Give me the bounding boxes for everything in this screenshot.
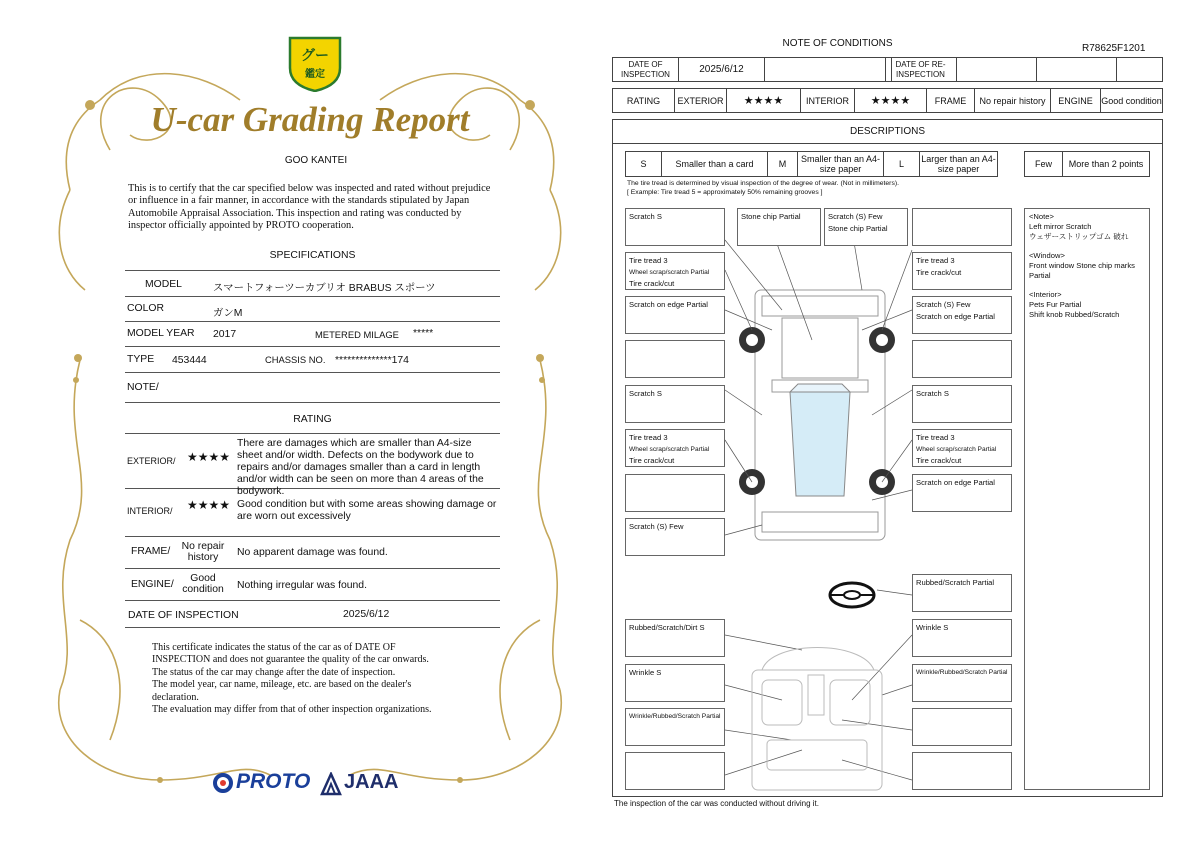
date-row (125, 601, 500, 628)
few-legend (1024, 151, 1150, 177)
note-heading: <Note> (1029, 212, 1054, 221)
label-box: Wrinkle/Rubbed/Scratch Partial (625, 708, 725, 746)
exterior-stars: ★★★★ (187, 450, 231, 464)
date-blank (1037, 58, 1117, 81)
goo-kantei-badge-icon (288, 32, 342, 92)
date-insp-label: DATE OF INSPECTION (613, 58, 679, 81)
type-label: TYPE (127, 354, 155, 365)
conditions-footer: The inspection of the car was conducted without driving it. (614, 799, 819, 808)
reference-number: R78625F1201 (1082, 43, 1146, 54)
footer-line: INSPECTION and does not guarantee the quality of the car onwards. (152, 654, 429, 666)
color-label: COLOR (127, 303, 164, 314)
date-table (612, 57, 1163, 82)
label-box: Tire tread 3 Wheel scrap/scratch Partial Tire crack/cut (625, 252, 725, 290)
rating-label: RATING (613, 89, 675, 112)
note-row (125, 373, 500, 403)
engine-label: ENGINE (1051, 89, 1101, 112)
interior-text: Good condition but with some areas showing damage or are worn out excessively (237, 499, 497, 522)
interior-heading: <Interior> (1029, 290, 1062, 299)
label-box (912, 208, 1012, 246)
label-box (625, 474, 725, 512)
date-blank (957, 58, 1037, 81)
label-box: Scratch S (912, 385, 1012, 423)
frame-label: FRAME/ (131, 546, 171, 557)
legend-s: S (626, 152, 662, 176)
engine-value: Good condition (182, 573, 224, 595)
interior-item: Pets Fur Partial (1029, 300, 1082, 309)
window-item: Front window Stone chip marks Partial (1029, 261, 1135, 280)
label-box (625, 340, 725, 378)
label-box: Wrinkle S (625, 664, 725, 702)
report-title: U-car Grading Report (150, 100, 470, 139)
tire-note-2: [ Example: Tire tread 5 = approximately 50% remaining grooves ] (627, 189, 823, 196)
model-label: MODEL (145, 279, 182, 290)
certificate-intro: This is to certify that the car specified below was inspected and rated without prejudice or influence in a fair manner, in accordance with the standards stipulated by Japan Automobile Appraisal Association. This inspection and rating was conducted by inspector officially appointed by PROTO cooperation. (128, 183, 491, 232)
label-box (912, 708, 1012, 746)
type-row (125, 347, 500, 373)
jaaa-logo: JAAA (344, 771, 399, 793)
footer-line: The evaluation may differ from that of other inspection organizations. (152, 704, 432, 716)
conditions-title: NOTE OF CONDITIONS (782, 38, 893, 49)
frame-value: No repair history (975, 89, 1051, 112)
label-box (912, 752, 1012, 790)
exterior-label: EXTERIOR/ (127, 456, 176, 466)
year-row (125, 322, 500, 347)
exterior-text: There are damages which are smaller than A4-size sheet and/or width. Defects on the bodywork due to repairs and/or damages smaller than a card in length and/or width can be seen on more than 4 areas of the bodywork. (237, 438, 484, 497)
label-box: Rubbed/Scratch/Dirt S (625, 619, 725, 657)
date-label: DATE OF INSPECTION (128, 610, 239, 621)
model-value: スマートフォーツーカブリオ BRABUS スポーツ (213, 283, 436, 294)
label-box: Rubbed/Scratch Partial (912, 574, 1012, 612)
exterior-label: EXTERIOR (675, 89, 727, 112)
note-item: ウェザーストリップゴム 破れ (1029, 232, 1129, 241)
date-blank (765, 58, 892, 81)
label-box (912, 340, 1012, 378)
label-box: Tire tread 3 Tire crack/cut (912, 252, 1012, 290)
exterior-row (125, 433, 500, 497)
descriptions-heading: DESCRIPTIONS (613, 120, 1162, 144)
engine-value: Good condition (1101, 95, 1162, 106)
interior-stars: ★★★★ (855, 89, 927, 112)
chassis-label: CHASSIS NO. (265, 354, 326, 365)
label-box: Tire tread 3 Wheel scrap/scratch Partial Tire crack/cut (912, 429, 1012, 467)
label-box (625, 752, 725, 790)
label-box: Scratch S (625, 385, 725, 423)
rating-heading: RATING (293, 414, 332, 425)
date-reinsp-label: DATE OF RE-INSPECTION (885, 58, 957, 81)
proto-logo-icon (212, 772, 236, 796)
mileage-value: ***** (413, 328, 434, 339)
proto-logo: PROTO (236, 770, 311, 793)
year-value: 2017 (213, 329, 237, 340)
frame-value: No repair history (181, 541, 225, 563)
frame-row (125, 537, 500, 569)
svg-text:グー: グー (301, 48, 329, 64)
report-subtitle: GOO KANTEI (284, 155, 348, 166)
engine-label: ENGINE/ (131, 579, 174, 590)
label-box: Scratch (S) Few Stone chip Partial (824, 208, 908, 246)
label-box: Tire tread 3 Wheel scrap/scratch Partial Tire crack/cut (625, 429, 725, 467)
color-row (125, 297, 500, 322)
footer-line: The status of the car may change after the date of inspection. (152, 666, 396, 678)
label-box: Scratch (S) Few Scratch on edge Partial (912, 296, 1012, 334)
interior-item: Shift knob Rubbed/Scratch (1029, 310, 1120, 319)
legend-l-text: Larger than an A4-size paper (921, 154, 996, 174)
tire-note-1: The tire tread is determined by visual inspection of the degree of wear. (Not in millimeters). (627, 180, 899, 187)
engine-row (125, 569, 500, 601)
interior-stars: ★★★★ (187, 498, 231, 512)
svg-text:鑑定: 鑑定 (305, 69, 325, 80)
window-heading: <Window> (1029, 251, 1065, 260)
note-item: Left mirror Scratch (1029, 222, 1092, 231)
year-label: MODEL YEAR (127, 328, 195, 339)
date-value: 2025/6/12 (343, 609, 390, 620)
legend-m: M (768, 152, 798, 176)
footer-line: declaration. (152, 691, 199, 703)
interior-label: INTERIOR (801, 89, 855, 112)
mileage-label: METERED MILAGE (315, 329, 399, 340)
specs-heading: SPECIFICATIONS (269, 250, 356, 261)
legend-few: Few (1025, 152, 1063, 176)
color-value: ガンM (213, 308, 243, 319)
label-box: Scratch on edge Partial (912, 474, 1012, 512)
label-box: Wrinkle/Rubbed/Scratch Partial (912, 664, 1012, 702)
legend-m-text: Smaller than an A4-size paper (798, 152, 884, 176)
size-legend (625, 151, 998, 177)
label-box: Scratch S (625, 208, 725, 246)
footer-line: The model year, car name, mileage, etc. are based on the dealer's (152, 679, 412, 691)
type-value: 453444 (172, 355, 207, 366)
interior-label: INTERIOR/ (127, 506, 173, 516)
steering-wheel-icon (830, 583, 874, 607)
exterior-stars: ★★★★ (727, 89, 801, 112)
interior-row (125, 489, 500, 537)
frame-label: FRAME (927, 89, 975, 112)
label-box: Stone chip Partial (737, 208, 821, 246)
jaaa-logo-icon (320, 772, 342, 796)
label-box: Scratch (S) Few (625, 518, 725, 556)
notes-panel (1024, 208, 1150, 790)
rating-table (612, 88, 1163, 113)
label-box: Scratch on edge Partial (625, 296, 725, 334)
label-box: Wrinkle S (912, 619, 1012, 657)
legend-l: L (884, 152, 920, 176)
note-label: NOTE/ (127, 382, 159, 393)
engine-text: Nothing irregular was found. (237, 580, 367, 591)
footer-line: This certificate indicates the status of the car as of DATE OF (152, 642, 396, 653)
legend-few-text: More than 2 points (1068, 159, 1144, 169)
certificate-footer (152, 642, 482, 716)
chassis-value: **************174 (335, 355, 409, 366)
frame-text: No apparent damage was found. (237, 547, 388, 558)
model-row (125, 270, 500, 297)
legend-s-text: Smaller than a card (662, 152, 768, 176)
date-insp-value: 2025/6/12 (679, 58, 765, 81)
